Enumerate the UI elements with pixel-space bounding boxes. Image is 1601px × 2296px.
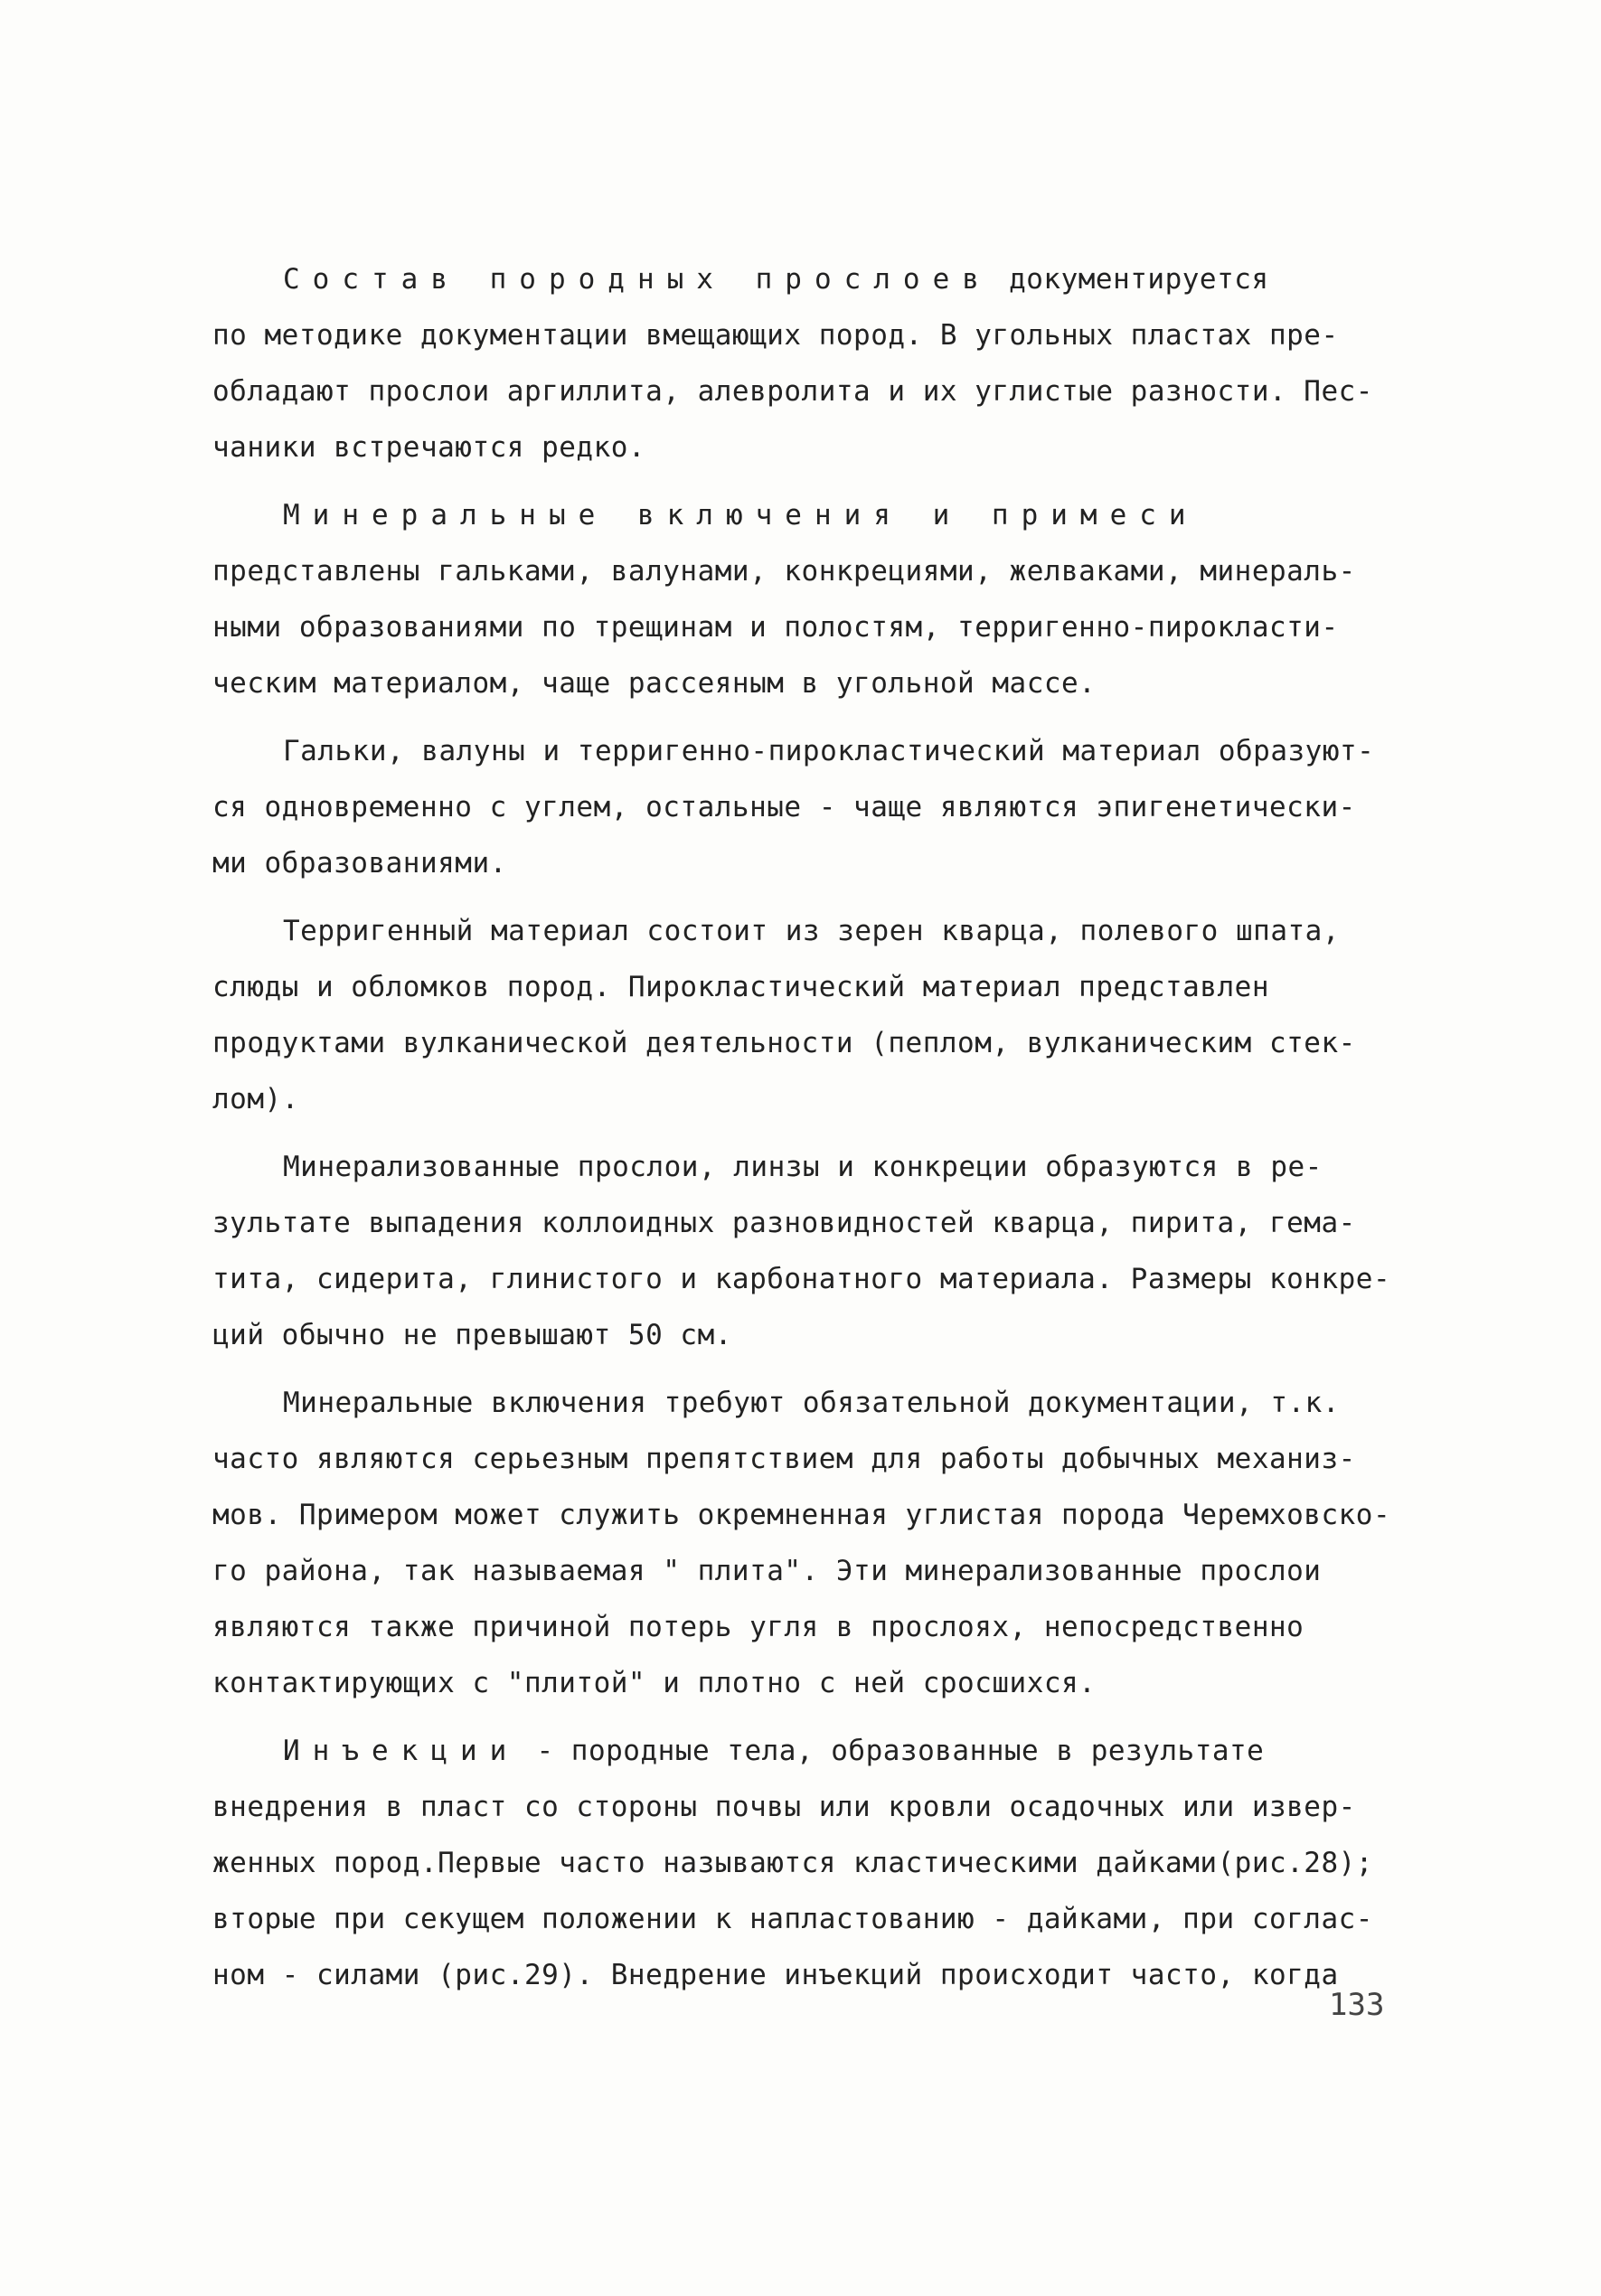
paragraph-6-line-4: го района, так называемая " плита". Эти минерализованные прослои [212, 1555, 1322, 1587]
paragraph-2-line-3: ными образованиями по трещинам и полостям, терригенно-пирокласти- [212, 611, 1339, 644]
paragraph-1-line-2: по методике документации вмещающих пород. В угольных пластах пре- [212, 319, 1339, 352]
page-number: 133 [1329, 1987, 1385, 2023]
paragraph-2-line-1 [212, 487, 1415, 543]
paragraph-4-line-4: лом). [212, 1083, 299, 1115]
paragraph-1-line-4: чаники встречаются редко. [212, 431, 646, 464]
spaced-term: Состав породных прослоев [283, 263, 992, 296]
paragraph-7-line-4: вторые при секущем положении к напластованию - дайками, при соглас- [212, 1903, 1373, 1935]
paragraph-3-line-3: ми образованиями. [212, 847, 507, 880]
paragraph-5-line-4: ций обычно не превышают 50 см. [212, 1319, 732, 1351]
paragraph-5-line-2: зультате выпадения коллоидных разновидностей кварца, пирита, гема- [212, 1207, 1356, 1239]
paragraph-5-line-3: тита, сидерита, глинистого и карбонатного материала. Размеры конкре- [212, 1263, 1391, 1295]
paragraph-7-line-2: внедрения в пласт со стороны почвы или кровли осадочных или извер- [212, 1791, 1356, 1823]
paragraph-7-line-1: Инъекции - породные тела, образованные в результате [283, 1735, 1265, 1767]
paragraph-3-line-2: ся одновременно с углем, остальные - чаще являются эпигенетически- [212, 791, 1356, 823]
paragraph-6-line-2: часто являются серьезным препятствием для работы добычных механиз- [212, 1443, 1356, 1475]
paragraph-7-line-3: женных пород.Первые часто называются кластическими дайками(рис.28); [212, 1847, 1373, 1879]
body-text [212, 251, 1415, 2003]
paragraph-4-line-1: Терригенный материал состоит из зерен кварца, полевого шпата, [283, 915, 1340, 947]
paragraph-6-line-3: мов. Примером может служить окремненная углистая порода Черемховско- [212, 1499, 1391, 1531]
paragraph-5-line-1: Минерализованные прослои, линзы и конкреции образуются в ре- [283, 1151, 1323, 1183]
paragraph-2-line-4: ческим материалом, чаще рассеяным в угольной массе. [212, 667, 1097, 700]
paragraph-6-line-1: Минеральные включения требуют обязательной документации, т.к. [283, 1387, 1340, 1419]
paragraph-4-line-2: слюды и обломков пород. Пирокластический материал представлен [212, 971, 1269, 1003]
paragraph-2-line-2: представлены гальками, валунами, конкрециями, желваками, минераль- [212, 555, 1356, 588]
spaced-term: Инъекции [283, 1735, 520, 1767]
paragraph-6-line-6: контактирующих с "плитой" и плотно с ней сросшихся. [212, 1667, 1097, 1699]
spaced-term: Минеральные включения и примеси [283, 499, 1199, 532]
paragraph-7-line-5: ном - силами (рис.29). Внедрение инъекций происходит часто, когда [212, 1959, 1339, 1991]
paragraph-6-line-5: являются также причиной потерь угля в прослоях, непосредственно [212, 1611, 1304, 1643]
paragraph-1-line-1: Состав породных прослоев документируется [283, 263, 1269, 296]
paragraph-3-line-1: Гальки, валуны и терригенно-пирокластический материал образуют- [283, 735, 1375, 767]
paragraph-1-line-3: обладают прослои аргиллита, алевролита и их углистые разности. Пес- [212, 375, 1373, 408]
paragraph-4-line-3: продуктами вулканической деятельности (пеплом, вулканическим стек- [212, 1027, 1356, 1059]
